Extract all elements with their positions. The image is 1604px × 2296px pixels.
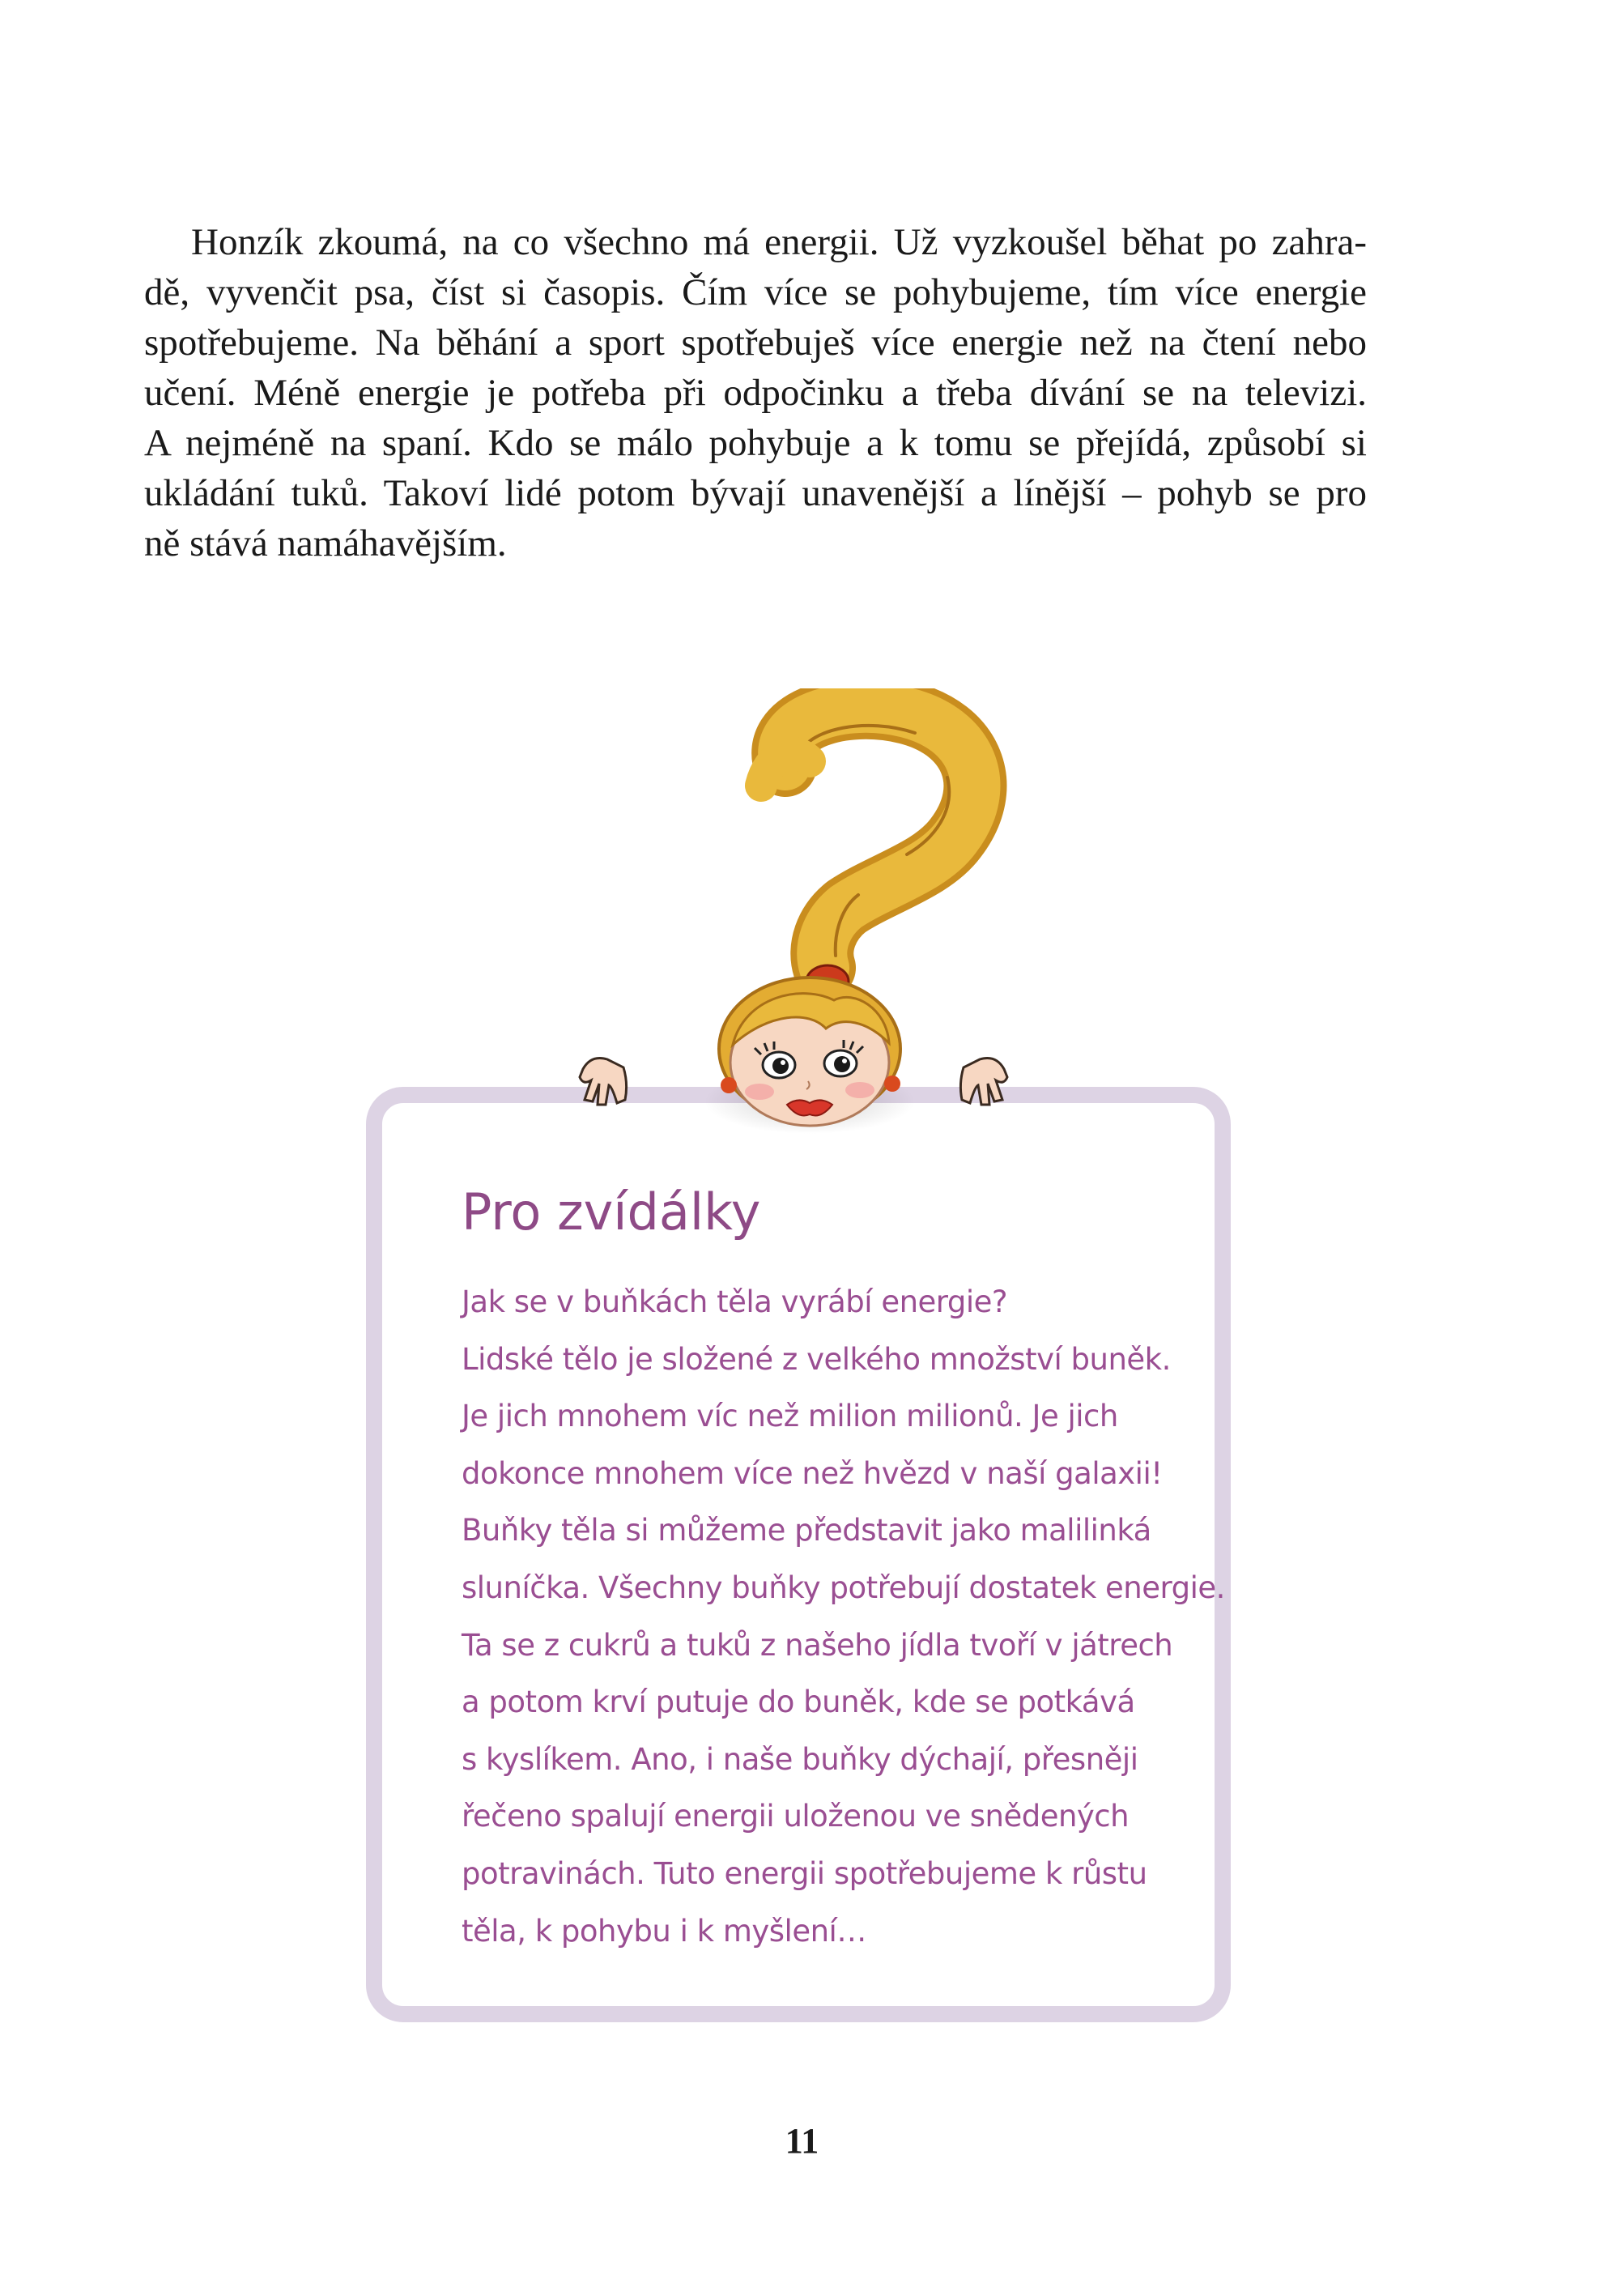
paragraph-line: A nejméně na spaní. Kdo se málo pohybuje a k tomu se přejídá, způsobí si	[144, 422, 1367, 464]
paragraph-line: Honzík zkoumá, na co všechno má energii. Už vyzkoušel běhat po zahra-	[191, 221, 1367, 263]
box-line: Ta se z cukrů a tuků z našeho jídla tvoří v játrech	[462, 1627, 1173, 1663]
body-paragraph	[144, 217, 1367, 569]
paragraph-line: učení. Méně energie je potřeba při odpočinku a třeba dívání se na televizi.	[144, 372, 1367, 414]
box-line: řečeno spalují energii uloženou ve snědených	[462, 1799, 1130, 1834]
girl-question-mark-illustration	[567, 688, 1020, 1142]
box-text	[462, 1274, 1225, 1960]
paragraph-line: dě, vyvenčit psa, číst si časopis. Čím více se pohybujeme, tím více energie	[144, 271, 1367, 313]
box-line: a potom krví putuje do buněk, kde se potkává	[462, 1685, 1135, 1720]
box-line: s kyslíkem. Ano, i naše buňky dýchají, přesněji	[462, 1741, 1138, 1777]
box-line: těla, k pohybu i k myšlení…	[462, 1913, 866, 1949]
box-line: Buňky těla si můžeme představit jako malilinká	[462, 1513, 1151, 1548]
page-number: 11	[785, 2121, 819, 2161]
paragraph-line: ně stává namáhavějším.	[144, 522, 507, 564]
paragraph-line: ukládání tuků. Takoví lidé potom bývají unavenější a línější – pohyb se pro	[144, 472, 1367, 514]
box-line: Jak se v buňkách těla vyrábí energie?	[462, 1284, 1008, 1319]
box-line: dokonce mnohem více než hvězd v naší galaxii!	[462, 1455, 1163, 1491]
box-line: Je jich mnohem víc než milion milionů. Je jich	[462, 1399, 1118, 1434]
box-line: Lidské tělo je složené z velkého množství buněk.	[462, 1341, 1171, 1377]
paragraph-line: spotřebujeme. Na běhání a sport spotřebuješ více energie než na čtení nebo	[144, 322, 1367, 364]
box-line: sluníčka. Všechny buňky potřebují dostatek energie.	[462, 1570, 1225, 1605]
box-line: potravinách. Tuto energii spotřebujeme k růstu	[462, 1855, 1147, 1891]
box-title: Pro zvídálky	[462, 1182, 761, 1242]
